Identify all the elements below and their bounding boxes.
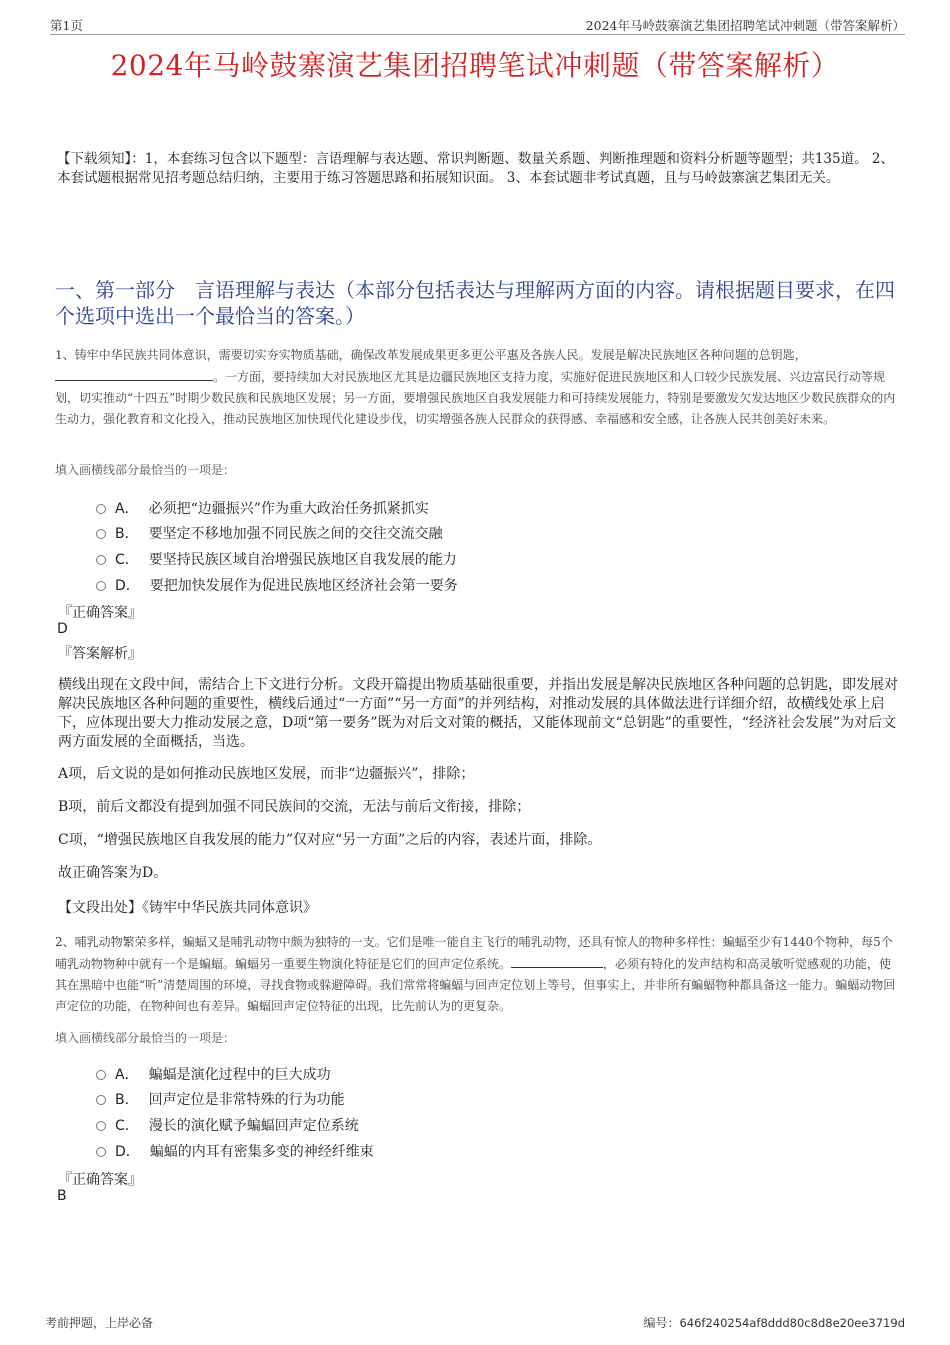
q2-answer-label: 『正确答案』 xyxy=(58,1172,142,1188)
q1-answer-label: 『正确答案』 xyxy=(58,605,142,621)
radio-icon[interactable] xyxy=(96,1147,106,1157)
q1-answer: D xyxy=(57,621,68,637)
question-1-prompt: 填入画横线部分最恰当的一项是： xyxy=(55,463,236,477)
q1-analysis-b: B项，前后文都没有提到加强不同民族间的交流，无法与前后文衔接，排除； xyxy=(58,799,531,815)
radio-icon[interactable] xyxy=(96,1095,106,1105)
q1-option-c[interactable]: C． 要坚持民族区域自治增强民族地区自我发展的能力 xyxy=(96,549,457,569)
download-notice: 【下载须知】：1，本套练习包含以下题型：言语理解与表达题、常识判断题、数量关系题、判断推理题和资料分析题等题型；共135道。 2、本套试题根据常见招考题总结归纳，主要用于练习答题思路和拓展知识面。 3、本套试题非考试真题，且与马岭鼓寨演艺集团无关。 xyxy=(57,151,894,186)
question-2-prompt: 填入画横线部分最恰当的一项是： xyxy=(55,1031,236,1045)
fill-blank xyxy=(511,953,603,968)
page-number: 第1页 xyxy=(50,18,83,33)
page-title: 2024年马岭鼓寨演艺集团招聘笔试冲刺题（带答案解析） xyxy=(110,49,840,82)
radio-icon[interactable] xyxy=(96,1121,106,1131)
page-header xyxy=(50,14,905,35)
question-1-text: 1、铸牢中华民族共同体意识，需要切实夯实物质基础，确保改革发展成果更多更公平惠及各族人民。发展是解决民族地区各种问题的总钥匙，。一方面，要持续加大对民族地区尤其是边疆民族地区支持力度，实施好促进民族地区和人口较少民族发展、兴边富民行动等规划，切实推动“十四五”时期少数民族和民族地区发展；另一方面，要增强民族地区自我发展能力和可持续发展能力，特别是要激发欠发达地区少数民族群众的内生动力，强化教育和文化投入，推动民族地区加快现代化建设步伐，切实增强各族人民群众的获得感、幸福感和安全感，让各族人民共创美好未来。 xyxy=(55,348,896,426)
q1-analysis-label: 『答案解析』 xyxy=(58,646,142,662)
q1-source: 【文段出处】《铸牢中华民族共同体意识》 xyxy=(58,900,317,916)
question-2-text: 2、哺乳动物繁荣多样，蝙蝠又是哺乳动物中颇为独特的一支。它们是唯一能自主飞行的哺乳动物，还具有惊人的物种多样性：蝙蝠至少有1440个物种，每5个哺乳动物物种中就有一个是蝙蝠。蝙蝠另一重要生物演化特征是它们的回声定位系统。 ，必须有特化的发声结构和高灵敏听觉感观的功能，使其在黑暗中也能“听”清楚周围的环境，寻找食物或躲避障碍。我们常常将蝙蝠与回声定位划上等号，但事实上，并非所有蝙蝠物种都具备这一能力。蝙蝠动物回声定位的功能，在物种间也有差异。蝙蝠回声定位特征的出现，比先前认为的更复杂。 xyxy=(55,935,896,1013)
footer-code: 编号：646f240254af8ddd80c8d8e20ee3719d xyxy=(643,1316,905,1330)
q2-answer: B xyxy=(57,1188,67,1204)
q1-analysis-main: 横线出现在文段中间，需结合上下文进行分析。文段开篇提出物质基础很重要，并指出发展是解决民族地区各种问题的总钥匙，即发展对解决民族地区各种问题的重要性，横线后通过“一方面”“另一方面”的并列结构，对推动发展的具体做法进行详细介绍，故横线处承上启下，应体现出要大力推动发展之意，D项“第一要务”既为对后文对策的概括，又能体现前文“总钥匙”的重要性，“经济社会发展”为对后文两方面发展的全面概括，当选。 xyxy=(58,677,898,750)
radio-icon[interactable] xyxy=(96,555,106,565)
q1-option-b[interactable]: B． 要坚定不移地加强不同民族之间的交往交流交融 xyxy=(96,523,443,543)
fill-blank xyxy=(55,366,213,381)
q2-option-c[interactable]: C． 漫长的演化赋予蝙蝠回声定位系统 xyxy=(96,1115,359,1135)
radio-icon[interactable] xyxy=(96,1070,106,1080)
section-heading: 一、第一部分 言语理解与表达（本部分包括表达与理解两方面的内容。请根据题目要求，在四个选项中选出一个最恰当的答案。） xyxy=(55,278,895,328)
q1-option-d[interactable]: D． 要把加快发展作为促进民族地区经济社会第一要务 xyxy=(96,575,458,595)
radio-icon[interactable] xyxy=(96,529,106,539)
footer-slogan: 考前押题，上岸必备 xyxy=(45,1316,154,1330)
q1-analysis-a: A项，后文说的是如何推动民族地区发展，而非“边疆振兴”，排除； xyxy=(58,766,475,782)
header-doc-title: 2024年马岭鼓寨演艺集团招聘笔试冲刺题（带答案解析） xyxy=(585,18,905,33)
q2-option-b[interactable]: B． 回声定位是非常特殊的行为功能 xyxy=(96,1089,345,1109)
q2-option-d[interactable]: D． 蝙蝠的内耳有密集多变的神经纤维束 xyxy=(96,1141,374,1161)
radio-icon[interactable] xyxy=(96,504,106,514)
q2-option-a[interactable]: A． 蝙蝠是演化过程中的巨大成功 xyxy=(96,1064,331,1084)
q1-option-a[interactable]: A． 必须把“边疆振兴”作为重大政治任务抓紧抓实 xyxy=(96,498,429,518)
radio-icon[interactable] xyxy=(96,581,106,591)
q1-analysis-c: C项，“增强民族地区自我发展的能力”仅对应“另一方面”之后的内容，表述片面，排除。 xyxy=(58,832,602,848)
q1-conclusion: 故正确答案为D。 xyxy=(58,865,168,881)
